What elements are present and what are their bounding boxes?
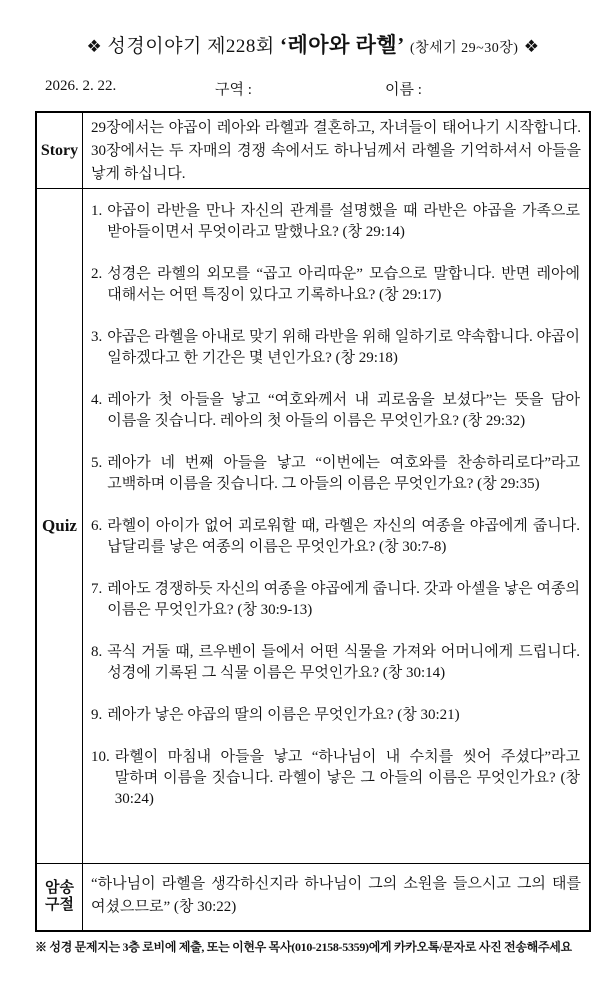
- memory-verse-label-line1: 암송: [45, 880, 74, 896]
- question-number: 5.: [91, 455, 103, 471]
- story-label-text: Story: [40, 141, 79, 159]
- question-text: 레아가 첫 아들을 낳고 “여호와께서 내 괴로움을 보셨다”는 뜻을 담아 이름을 짓습니다. 레아의 첫 아들의 이름은 무엇인가요? (창 29:32): [107, 392, 580, 429]
- title-scripture-ref: (창세기 29~30장): [409, 41, 519, 56]
- meta-row: [35, 78, 591, 104]
- question-number: 8.: [91, 644, 103, 660]
- question-text: 곡식 거둘 때, 르우벤이 들에서 어떤 식물을 가져와 어머니에게 드립니다. 성경에 기록된 그 식물 이름은 무엇인가요? (창 30:14): [107, 644, 580, 681]
- quiz-question-1: [91, 201, 580, 243]
- quiz-section-label: [37, 189, 83, 864]
- question-number: 4.: [91, 392, 103, 408]
- memory-verse-section-label: [37, 864, 83, 930]
- question-text: 레아가 낳은 야곱의 딸의 이름은 무엇인가요? (창 30:21): [107, 707, 460, 723]
- quiz-question-2: [91, 264, 580, 306]
- title-lesson-name: ‘레아와 라헬’: [280, 33, 405, 57]
- memory-verse-text: “하나님이 라헬을 생각하신지라 하나님이 그의 소원을 들으시고 그의 태를 여셨으므로” (창 30:22): [91, 876, 581, 915]
- story-section-label: [37, 113, 83, 189]
- date-text: 2026. 2. 22.: [45, 78, 117, 94]
- quiz-question-5: [91, 453, 580, 495]
- story-summary-text: 29장에서는 야곱이 레아와 라헬과 결혼하고, 자녀들이 태어나기 시작합니다. 30장에서는 두 자매의 경쟁 속에서도 하나님께서 라헬을 기억하셔서 아들을 낳게 하십니다.: [83, 113, 589, 189]
- quiz-label-text: Quiz: [42, 516, 77, 535]
- question-number: 1.: [91, 203, 103, 219]
- diamond-ornament-icon: ❖: [523, 37, 540, 56]
- quiz-question-6: [91, 516, 580, 558]
- quiz-question-list: [83, 189, 589, 864]
- title-prefix: 성경이야기 제228회: [107, 36, 275, 57]
- question-number: 10.: [91, 749, 110, 765]
- question-text: 레아가 네 번째 아들을 낳고 “이번에는 여호와를 찬송하리로다”라고 고백하며 이름을 짓습니다. 그 아들의 이름은 무엇인가요? (창 29:35): [107, 455, 580, 492]
- district-label: 구역 :: [215, 82, 252, 98]
- question-text: 야곱은 라헬을 아내로 맞기 위해 라반을 위해 일하기로 약속합니다. 야곱이 일하겠다고 한 기간은 몇 년인가요? (창 29:18): [107, 329, 580, 366]
- quiz-question-9: [91, 705, 580, 726]
- question-text: 라헬이 아이가 없어 괴로워할 때, 라헬은 자신의 여종을 야곱에게 줍니다. 납달리를 낳은 여종의 이름은 무엇인가요? (창 30:7-8): [107, 518, 580, 555]
- question-number: 9.: [91, 707, 103, 723]
- quiz-question-8: [91, 642, 580, 684]
- question-text: 라헬이 마침내 아들을 낳고 “하나님이 내 수치를 씻어 주셨다”라고 말하며 이름을 짓습니다. 라헬이 낳은 그 아들의 이름은 무엇인가요? (창 30:24): [114, 749, 580, 807]
- memory-verse-label-line2: 구절: [45, 897, 74, 913]
- submission-instructions: ※ 성경 문제지는 3층 로비에 제출, 또는 이현우 목사(010-2158-5359)에게 카카오톡/문자로 사진 전송해주세요: [35, 940, 572, 954]
- quiz-question-3: [91, 327, 580, 369]
- page-title: [35, 28, 591, 66]
- name-label: 이름 :: [385, 82, 422, 98]
- diamond-ornament-icon: ❖: [86, 37, 103, 56]
- quiz-question-4: [91, 390, 580, 432]
- quiz-question-10: [91, 747, 580, 810]
- worksheet-table: [35, 111, 591, 932]
- question-text: 성경은 라헬의 외모를 “곱고 아리따운” 모습으로 말합니다. 반면 레아에 대해서는 어떤 특징이 있다고 기록하나요? (창 29:17): [107, 266, 580, 303]
- question-number: 7.: [91, 581, 103, 597]
- question-number: 2.: [91, 266, 103, 282]
- question-number: 3.: [91, 329, 103, 345]
- question-text: 레아도 경쟁하듯 자신의 여종을 야곱에게 줍니다. 갓과 아셀을 낳은 여종의 이름은 무엇인가요? (창 30:9-13): [107, 581, 580, 618]
- question-number: 6.: [91, 518, 103, 534]
- question-text: 야곱이 라반을 만나 자신의 관계를 설명했을 때 라반은 야곱을 가족으로 받아들이면서 무엇이라고 말했나요? (창 29:14): [107, 203, 580, 240]
- quiz-question-7: [91, 579, 580, 621]
